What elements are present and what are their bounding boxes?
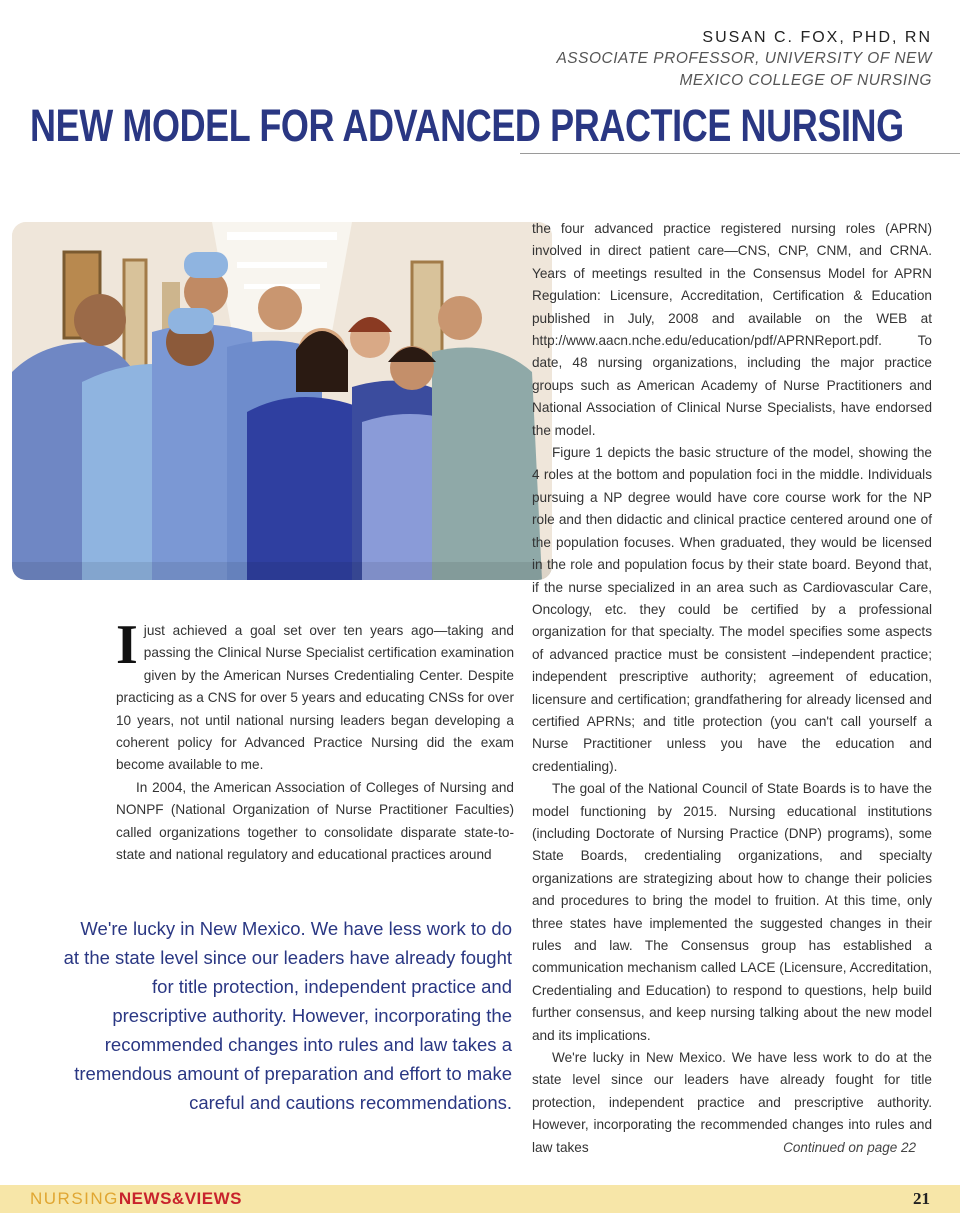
article-paragraph-6: We're lucky in New Mexico. We have less work to do at the state level since our leaders have already fought for title protection, independent practice and prescriptive authority. However, incorporating the recommended changes into rules and law takes	[532, 1050, 932, 1155]
article-paragraph-1	[116, 614, 514, 777]
author-title-line1: ASSOCIATE PROFESSOR, UNIVERSITY OF NEW	[556, 50, 932, 67]
article-paragraph-3: the four advanced practice registered nursing roles (APRN) involved in direct patient care—CNS, CNP, CNM, and CRNA. Years of meetings resulted in the Consensus Model for APRN Regulation: Licensure, Accreditation, Certification & Education published in July, 2008 and available on the WEB at http://www.aacn.nche.edu/education/pdf/APRNReport.pdf. To date, 48 nursing organizations, including the major practice groups such as American Academy of Nurse Practitioners and National Association of Clinical Nurse Specialists, have endorsed the model.	[532, 221, 932, 438]
publication-logo: NURSINGNEWS&VIEWS	[30, 1189, 242, 1208]
headline-rule	[520, 153, 960, 154]
page-footer	[0, 1185, 960, 1213]
author-title-line2: MEXICO COLLEGE OF NURSING	[679, 72, 932, 89]
paragraph-1-text: just achieved a goal set over ten years ago—taking and passing the Clinical Nurse Specialist certification examination given by the American Nurses Credentialing Center. Despite practicing as a CNS for over 5 years and educating CNSs for over 10 years, not until national nursing leaders began developing a coherent policy for Advanced Practice Nursing did the exam become available to me.	[116, 623, 514, 773]
article-paragraph-4: Figure 1 depicts the basic structure of the model, showing the 4 roles at the bottom and population foci in the middle. Individuals pursuing a NP degree would have core course work for the NP role and then didactic and clinical practice centered around one of the population focuses. When graduated, they would be licensed in the role and population focus by their state board. Beyond that, if the nurse specialized in an area such as Cardiovascular Care, Oncology, etc. they could be certified by a professional organization for that specialty. The model specifies some aspects of advanced practice must be consistent –independent practice; independent prescriptive authority; agreement of education, licensure and certification; grandfathering for already licensed and certified APRNs; and title protection (you can't call yourself a Nurse Practitioner unless you have the education and credentialing).	[532, 445, 932, 774]
article-paragraph-5: The goal of the National Council of State Boards is to have the model functioning by 2015. Nursing educational institutions (including Doctorate of Nursing Practice (DNP) programs), some State Boards, credentialing organizations, and specialty organizations are strategizing about how to change their policies and procedures to bring the model to fruition. At this time, only three states have implemented the suggested changes in their rules and law. The Consensus group has established a communication mechanism called LACE (Licensure, Accreditation, Credentialing and Education) to respond to questions, help build further consensus, and keep nursing talking about the new model and its implications.	[532, 781, 932, 1043]
article-paragraph-2: In 2004, the American Association of Colleges of Nursing and NONPF (National Organization of Nurse Practitioner Faculties) called organizations together to consolidate disparate state-to-state and national regulatory and educational practices around	[116, 779, 514, 863]
pull-quote: We're lucky in New Mexico. We have less work to do at the state level since our leaders have already fought for title protection, independent practice and prescriptive authority. However, incorporating the recommended changes into rules and law takes a tremendous amount of preparation and effort to make careful and cautions recommendations.	[63, 918, 512, 1113]
nurses-group-photo	[12, 222, 552, 580]
continued-link[interactable]: Continued on page 22	[783, 1140, 916, 1155]
photo-illustration	[12, 222, 552, 580]
article-headline: NEW MODEL FOR ADVANCED PRACTICE NURSING	[30, 100, 904, 151]
author-name: SUSAN C. FOX, PHD, RN	[702, 29, 932, 46]
drop-cap: I	[116, 614, 138, 676]
article-column-left	[116, 614, 514, 866]
page-number: 21	[913, 1189, 930, 1208]
author-block	[556, 28, 932, 92]
article-column-right	[532, 218, 932, 1159]
